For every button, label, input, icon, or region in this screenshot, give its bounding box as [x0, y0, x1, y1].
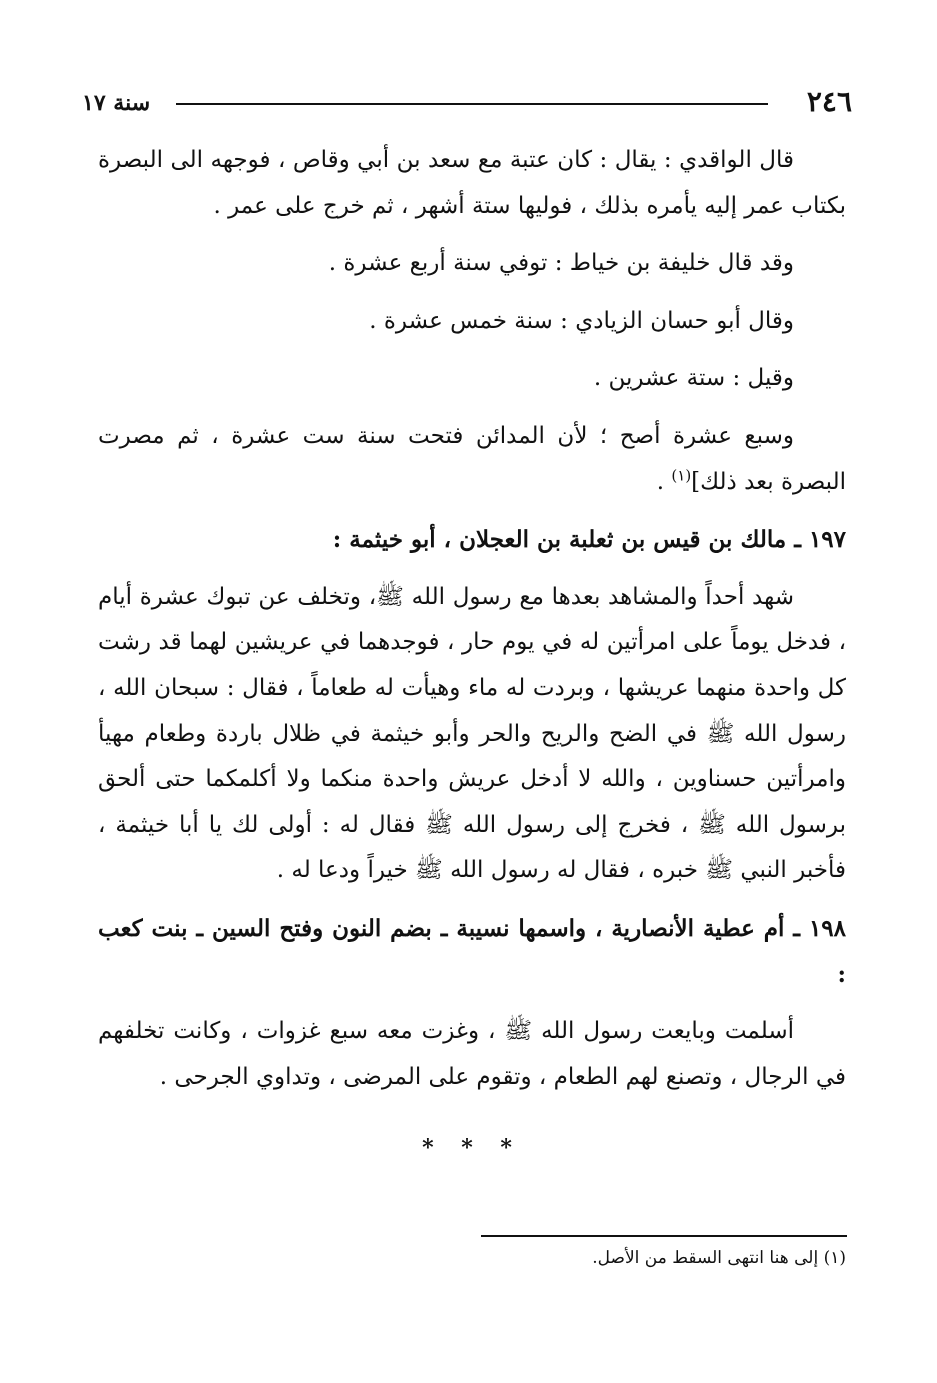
paragraph-sab-ashra — [98, 414, 846, 505]
header-rule — [176, 103, 768, 105]
paragraph-abu-khaythama: شهد أحداً والمشاهد بعدها مع رسول الله ﷺ، وتخلف عن تبوك عشرة أيام ، فدخل يوماً على امرأتين له في يوم حار ، فوجدهما في عريشين لهما قد رشت كل واحدة منهما عريشها ، وبردت له ماء وهيأت له طعاماً ، فقال : سبحان الله ، رسول الله ﷺ في الضح والريح والحر وأبو خيثمة في ظلال باردة وطعام مهيأ وامرأتين حسناوين ، والله لا أدخل عريش واحدة منكما ولا أكلمكما حتى ألحق برسول الله ﷺ ، فخرج إلى رسول الله ﷺ فقال له : أولى لك يا أبا خيثمة ، فأخبر النبي ﷺ خبره ، فقال له رسول الله ﷺ خيراً ودعا له . — [98, 583, 846, 884]
main-text — [98, 138, 846, 1172]
paragraph-umm-atiyya: أسلمت وبايعت رسول الله ﷺ ، وغزت معه سبع غزوات ، وكانت تخلفهم في الرجال ، وتصنع لهم الطعام ، وتقوم على المرضى ، وتداوي الجرحى . — [98, 1018, 846, 1090]
paragraph-khalifa: وقد قال خليفة بن خياط : توفي سنة أربع عشرة . — [328, 250, 794, 277]
section-separator: * * * — [422, 1135, 522, 1162]
footnote-rule — [481, 1235, 847, 1237]
footnote-reference: (١) — [671, 465, 692, 484]
paragraph-waqidi: قال الواقدي : يقال : كان عتبة مع سعد بن أبي وقاص ، فوجهه الى البصرة بكتاب عمر إليه يأمره بذلك ، فوليها ستة أشهر ، ثم خرج على عمر . — [98, 147, 846, 219]
footnote: (١) إلى هنا انتهى السقط من الأصل. — [592, 1248, 846, 1268]
paragraph-qila: وقيل : ستة عشرين . — [593, 365, 794, 392]
paragraph-sab-ashra-end: . — [656, 468, 672, 495]
paragraph-ziyadi: وقال أبو حسان الزيادي : سنة خمس عشرة . — [369, 307, 794, 334]
paragraph-sab-ashra-text: وسبع عشرة أصح ؛ لأن المدائن فتحت سنة ست عشرة ، ثم مصرت البصرة بعد ذلك] — [98, 422, 846, 495]
page-number: ٢٤٦ — [806, 85, 852, 118]
running-head: سنة ١٧ — [82, 90, 151, 116]
entry-heading-197: ١٩٧ ـ مالك بن قيس بن ثعلبة بن العجلان ، أبو خيثمة : — [332, 526, 846, 554]
entry-heading-198: ١٩٨ ـ أم عطية الأنصارية ، واسمها نسيبة ـ بضم النون وفتح السين ـ بنت كعب : — [98, 914, 846, 988]
page-header — [82, 84, 852, 120]
